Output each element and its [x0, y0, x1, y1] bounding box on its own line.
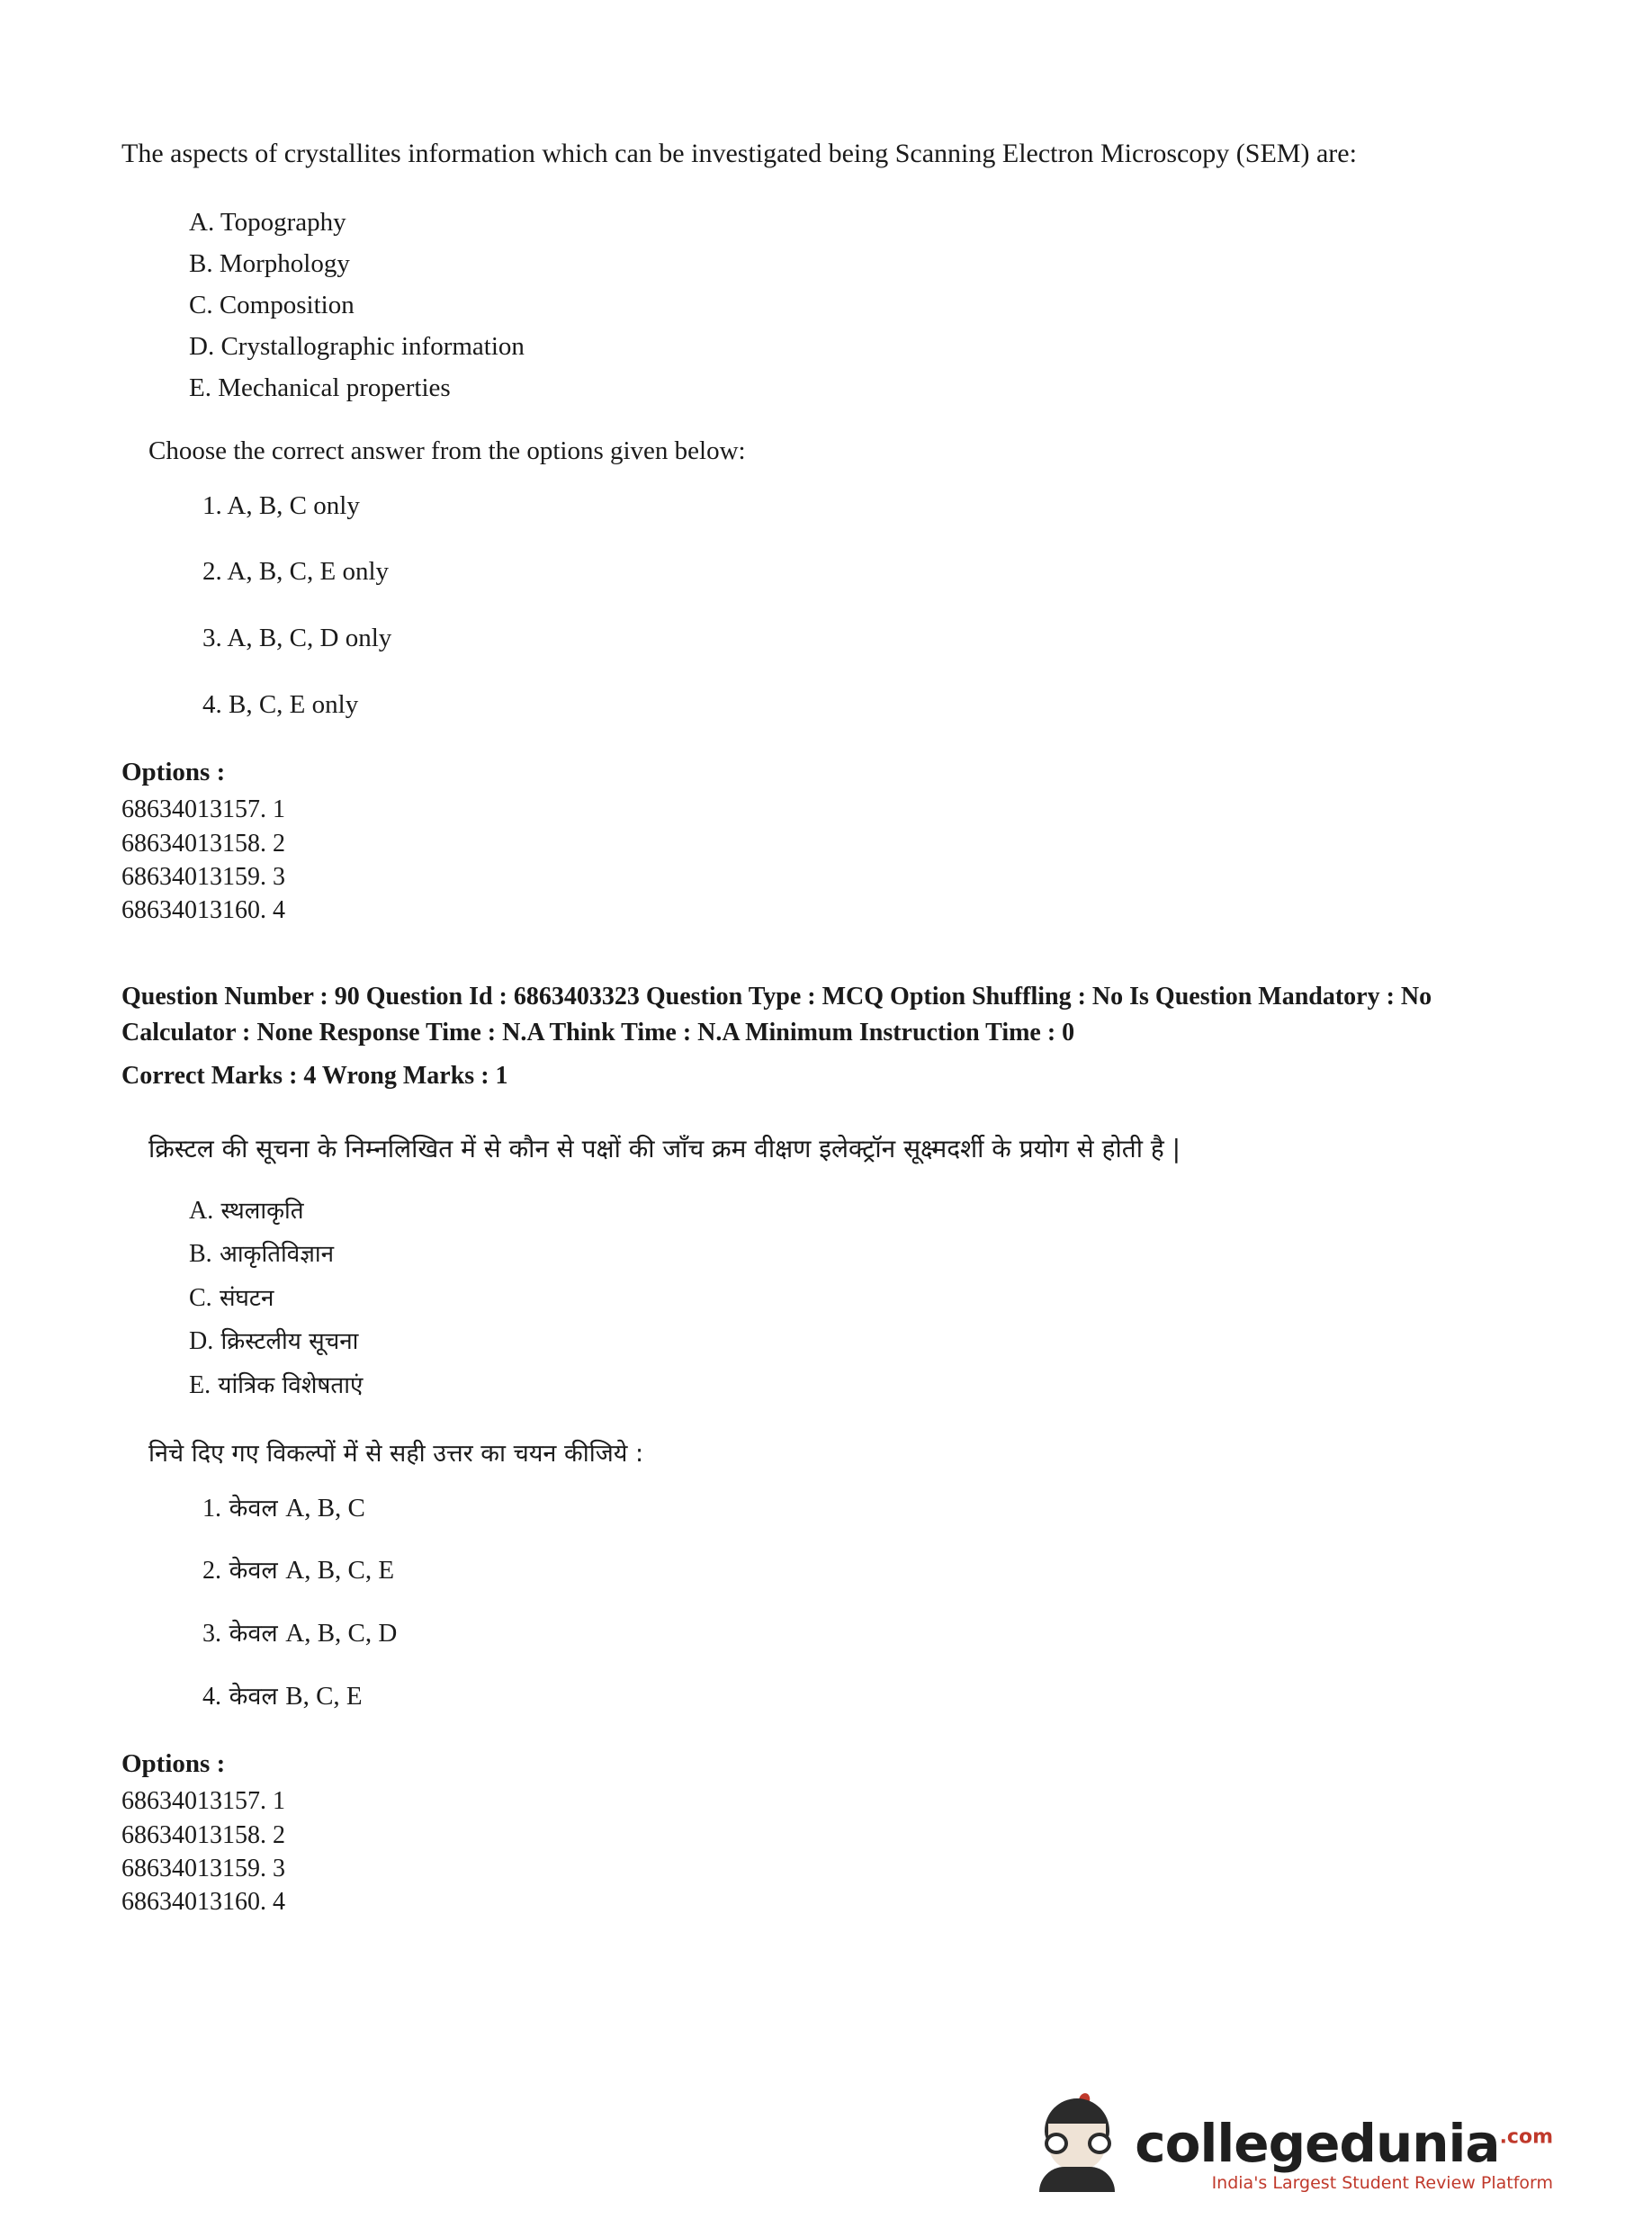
option-id-row: 68634013160. 4 — [121, 1888, 285, 1917]
english-option-ids — [121, 793, 1544, 927]
option-id-row: 68634013158. 2 — [121, 1820, 285, 1849]
statement-text: क्रिस्टलीय सूचना — [220, 1328, 359, 1356]
list-item — [202, 1492, 1544, 1526]
list-item — [202, 1554, 1544, 1588]
list-item — [189, 1236, 1544, 1273]
choice-label: 1. — [202, 1494, 221, 1523]
english-statement-list — [121, 204, 1544, 406]
list-item — [202, 1680, 1544, 1714]
english-lead-instruction: Choose the correct answer from the options given below: — [148, 436, 746, 465]
shoulders-icon — [1039, 2167, 1115, 2192]
choice-word: केवल — [229, 1494, 278, 1523]
option-id-row: 68634013160. 4 — [121, 896, 285, 925]
hindi-statement-list — [121, 1193, 1544, 1405]
hindi-lead-instruction: निचे दिए गए विकल्पों में से सही उत्तर का चयन कीजिये : — [148, 1439, 644, 1468]
english-question-block — [121, 135, 1544, 927]
choice-latin: A, B, C, E — [285, 1556, 395, 1586]
statement-label: D. — [189, 1327, 214, 1356]
choice-label: 4. — [202, 1682, 221, 1711]
list-item — [189, 1324, 1544, 1361]
collegedunia-watermark — [1034, 2093, 1553, 2192]
statement-label: C. — [189, 1283, 212, 1312]
english-options-heading: Options : — [121, 758, 226, 787]
choice-latin: A, B, C — [285, 1493, 365, 1523]
choice-label: 2. — [202, 1557, 221, 1586]
list-item: B. Morphology — [189, 248, 350, 278]
choice-word: केवल — [229, 1619, 278, 1648]
logo-text-block — [1135, 2113, 1553, 2193]
hindi-option-ids — [121, 1784, 1544, 1918]
metadata-line-2: Correct Marks : 4 Wrong Marks : 1 — [121, 1061, 508, 1090]
option-id-row: 68634013158. 2 — [121, 829, 285, 858]
statement-text: आकृतिविज्ञान — [219, 1241, 335, 1269]
list-item: 3. A, B, C, D only — [202, 624, 392, 653]
statement-text: यांत्रिक विशेषताएं — [218, 1371, 364, 1399]
hindi-options-heading: Options : — [121, 1749, 226, 1779]
list-item: C. Composition — [189, 290, 355, 319]
list-item: D. Crystallographic information — [189, 331, 525, 361]
list-item: E. Mechanical properties — [189, 373, 451, 402]
hindi-question-block — [121, 1130, 1544, 1919]
hindi-question-stem: क्रिस्टल की सूचना के निम्नलिखित में से कौन से पक्षों की जाँच क्रम वीक्षण इलेक्ट्रॉन सूक्ष्मदर्शी के प्रयोग से होती है | — [148, 1133, 1181, 1163]
english-question-stem: The aspects of crystallites information which can be investigated being Scanning Electron Microscopy (SEM) are: — [121, 139, 1357, 168]
option-id-row: 68634013157. 1 — [121, 1787, 285, 1816]
list-item — [189, 1368, 1544, 1405]
english-choice-list — [121, 490, 1544, 723]
logo-wordmark — [1135, 2113, 1553, 2174]
choice-word: केवल — [229, 1557, 278, 1586]
metadata-line-1: Question Number : 90 Question Id : 6863403323 Question Type : MCQ Option Shuffling : No Is Question Mandatory : No Calculator : None Response Time : N.A Think Time : N.A Minimum Instruction Time : 0 — [121, 983, 1432, 1047]
logo-tagline: India's Largest Student Review Platform — [1211, 2173, 1553, 2193]
statement-label: B. — [189, 1240, 212, 1269]
hindi-choice-list — [121, 1492, 1544, 1714]
list-item — [202, 1617, 1544, 1651]
statement-label: E. — [189, 1370, 211, 1399]
list-item: A. Topography — [189, 207, 346, 237]
list-item — [189, 1193, 1544, 1230]
statement-label: A. — [189, 1196, 214, 1225]
list-item: 4. B, C, E only — [202, 689, 359, 719]
choice-word: केवल — [229, 1682, 278, 1711]
question-metadata — [121, 979, 1498, 1093]
statement-text: संघटन — [219, 1284, 274, 1312]
statement-text: स्थलाकृति — [220, 1197, 304, 1225]
option-id-row: 68634013159. 3 — [121, 862, 285, 891]
choice-latin: A, B, C, D — [285, 1618, 398, 1648]
option-id-row: 68634013157. 1 — [121, 795, 285, 824]
list-item: 2. A, B, C, E only — [202, 557, 390, 587]
mascot-icon — [1034, 2093, 1120, 2192]
logo-name: collegedunia — [1135, 2113, 1500, 2174]
choice-latin: B, C, E — [285, 1681, 363, 1711]
option-id-row: 68634013159. 3 — [121, 1854, 285, 1882]
list-item: 1. A, B, C only — [202, 490, 360, 520]
glasses-icon — [1043, 2133, 1113, 2156]
list-item — [189, 1280, 1544, 1317]
logo-suffix: .com — [1499, 2125, 1553, 2149]
choice-label: 3. — [202, 1619, 221, 1648]
